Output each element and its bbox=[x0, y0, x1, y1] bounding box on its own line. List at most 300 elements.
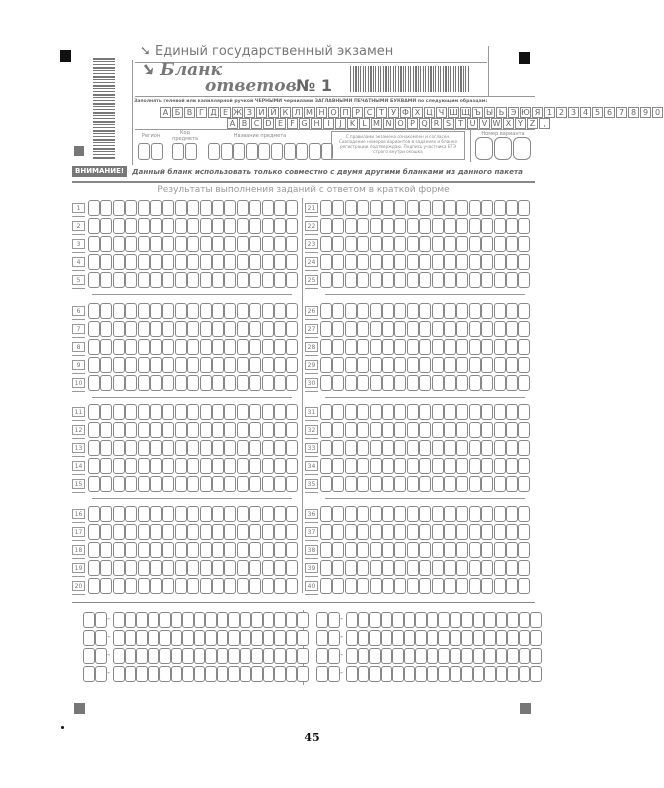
replacement-answer-cell[interactable] bbox=[217, 630, 229, 646]
answer-cell[interactable] bbox=[224, 236, 236, 252]
answer-cell[interactable] bbox=[332, 303, 344, 319]
answer-cell[interactable] bbox=[113, 476, 125, 492]
replacement-answer-cell[interactable] bbox=[194, 630, 206, 646]
answer-cell[interactable] bbox=[262, 375, 274, 391]
answer-cell[interactable] bbox=[320, 236, 332, 252]
answer-cell[interactable] bbox=[125, 404, 137, 420]
answer-cell[interactable] bbox=[212, 254, 224, 270]
answer-cell[interactable] bbox=[187, 375, 199, 391]
answer-cell[interactable] bbox=[200, 422, 212, 438]
replacement-task-cell[interactable] bbox=[316, 648, 328, 664]
answer-cell[interactable] bbox=[274, 506, 286, 522]
answer-cell[interactable] bbox=[432, 476, 444, 492]
answer-cell[interactable] bbox=[382, 357, 394, 373]
answer-cell[interactable] bbox=[100, 236, 112, 252]
answer-cell[interactable] bbox=[200, 272, 212, 288]
replacement-answer-cell[interactable] bbox=[148, 666, 160, 682]
answer-cell[interactable] bbox=[456, 542, 468, 558]
answer-cell[interactable] bbox=[212, 542, 224, 558]
answer-cell[interactable] bbox=[456, 476, 468, 492]
answer-cell[interactable] bbox=[113, 375, 125, 391]
answer-cell[interactable] bbox=[187, 422, 199, 438]
answer-cell[interactable] bbox=[113, 303, 125, 319]
answer-cell[interactable] bbox=[518, 458, 530, 474]
answer-cell[interactable] bbox=[320, 542, 332, 558]
replacement-answer-cell[interactable] bbox=[297, 630, 309, 646]
answer-cell[interactable] bbox=[162, 321, 174, 337]
replacement-answer-cell[interactable] bbox=[148, 612, 160, 628]
answer-cell[interactable] bbox=[506, 272, 518, 288]
answer-cell[interactable] bbox=[200, 560, 212, 576]
answer-cell[interactable] bbox=[432, 375, 444, 391]
answer-cell[interactable] bbox=[200, 476, 212, 492]
answer-cell[interactable] bbox=[419, 440, 431, 456]
answer-cell[interactable] bbox=[286, 303, 298, 319]
answer-cell[interactable] bbox=[212, 524, 224, 540]
answer-cell[interactable] bbox=[113, 440, 125, 456]
answer-cell[interactable] bbox=[113, 560, 125, 576]
answer-cell[interactable] bbox=[200, 303, 212, 319]
answer-cell[interactable] bbox=[224, 506, 236, 522]
answer-cell[interactable] bbox=[212, 303, 224, 319]
replacement-answer-cell[interactable] bbox=[240, 648, 252, 664]
answer-cell[interactable] bbox=[494, 578, 506, 594]
answer-cell[interactable] bbox=[332, 339, 344, 355]
answer-cell[interactable] bbox=[419, 458, 431, 474]
answer-cell[interactable] bbox=[370, 476, 382, 492]
answer-cell[interactable] bbox=[224, 560, 236, 576]
answer-cell[interactable] bbox=[224, 303, 236, 319]
answer-cell[interactable] bbox=[187, 200, 199, 216]
answer-cell[interactable] bbox=[332, 506, 344, 522]
answer-cell[interactable] bbox=[175, 578, 187, 594]
answer-cell[interactable] bbox=[432, 524, 444, 540]
answer-cell[interactable] bbox=[187, 218, 199, 234]
answer-cell[interactable] bbox=[200, 357, 212, 373]
answer-cell[interactable] bbox=[394, 272, 406, 288]
answer-cell[interactable] bbox=[394, 524, 406, 540]
answer-cell[interactable] bbox=[187, 236, 199, 252]
answer-cell[interactable] bbox=[518, 200, 530, 216]
answer-cell[interactable] bbox=[456, 404, 468, 420]
answer-cell[interactable] bbox=[286, 254, 298, 270]
answer-cell[interactable] bbox=[200, 542, 212, 558]
answer-cell[interactable] bbox=[357, 542, 369, 558]
answer-cell[interactable] bbox=[469, 524, 481, 540]
replacement-task-cell[interactable] bbox=[83, 666, 95, 682]
answer-cell[interactable] bbox=[469, 357, 481, 373]
answer-cell[interactable] bbox=[370, 303, 382, 319]
answer-cell[interactable] bbox=[345, 375, 357, 391]
answer-cell[interactable] bbox=[138, 254, 150, 270]
answer-cell[interactable] bbox=[407, 506, 419, 522]
replacement-answer-cell[interactable] bbox=[113, 630, 125, 646]
answer-cell[interactable] bbox=[469, 440, 481, 456]
replacement-answer-cell[interactable] bbox=[530, 666, 542, 682]
answer-cell[interactable] bbox=[506, 236, 518, 252]
answer-cell[interactable] bbox=[506, 218, 518, 234]
answer-cell[interactable] bbox=[345, 218, 357, 234]
answer-cell[interactable] bbox=[162, 458, 174, 474]
replacement-answer-cell[interactable] bbox=[358, 666, 370, 682]
answer-cell[interactable] bbox=[262, 440, 274, 456]
answer-cell[interactable] bbox=[274, 422, 286, 438]
replacement-answer-cell[interactable] bbox=[358, 630, 370, 646]
answer-cell[interactable] bbox=[332, 404, 344, 420]
answer-cell[interactable] bbox=[162, 339, 174, 355]
replacement-answer-cell[interactable] bbox=[125, 648, 137, 664]
answer-cell[interactable] bbox=[150, 254, 162, 270]
answer-cell[interactable] bbox=[237, 218, 249, 234]
answer-cell[interactable] bbox=[518, 218, 530, 234]
answer-cell[interactable] bbox=[224, 458, 236, 474]
answer-cell[interactable] bbox=[175, 542, 187, 558]
answer-cell[interactable] bbox=[357, 236, 369, 252]
answer-cell[interactable] bbox=[456, 272, 468, 288]
answer-cell[interactable] bbox=[200, 254, 212, 270]
answer-cell[interactable] bbox=[274, 375, 286, 391]
answer-cell[interactable] bbox=[138, 578, 150, 594]
answer-cell[interactable] bbox=[345, 422, 357, 438]
answer-cell[interactable] bbox=[125, 578, 137, 594]
answer-cell[interactable] bbox=[175, 339, 187, 355]
answer-cell[interactable] bbox=[200, 524, 212, 540]
answer-cell[interactable] bbox=[345, 236, 357, 252]
answer-cell[interactable] bbox=[481, 404, 493, 420]
answer-cell[interactable] bbox=[224, 254, 236, 270]
answer-cell[interactable] bbox=[274, 476, 286, 492]
answer-cell[interactable] bbox=[444, 236, 456, 252]
replacement-answer-cell[interactable] bbox=[404, 630, 416, 646]
answer-cell[interactable] bbox=[88, 440, 100, 456]
answer-cell[interactable] bbox=[506, 524, 518, 540]
answer-cell[interactable] bbox=[138, 458, 150, 474]
answer-cell[interactable] bbox=[506, 506, 518, 522]
answer-cell[interactable] bbox=[138, 440, 150, 456]
answer-cell[interactable] bbox=[88, 218, 100, 234]
answer-cell[interactable] bbox=[506, 339, 518, 355]
answer-cell[interactable] bbox=[382, 506, 394, 522]
replacement-answer-cell[interactable] bbox=[171, 630, 183, 646]
answer-cell[interactable] bbox=[274, 524, 286, 540]
answer-cell[interactable] bbox=[506, 321, 518, 337]
answer-cell[interactable] bbox=[444, 375, 456, 391]
variant-cell[interactable] bbox=[494, 137, 512, 160]
answer-cell[interactable] bbox=[162, 303, 174, 319]
answer-cell[interactable] bbox=[394, 542, 406, 558]
answer-cell[interactable] bbox=[518, 254, 530, 270]
answer-cell[interactable] bbox=[494, 218, 506, 234]
answer-cell[interactable] bbox=[370, 272, 382, 288]
answer-cell[interactable] bbox=[100, 404, 112, 420]
answer-cell[interactable] bbox=[394, 422, 406, 438]
answer-cell[interactable] bbox=[332, 440, 344, 456]
answer-cell[interactable] bbox=[407, 458, 419, 474]
answer-cell[interactable] bbox=[444, 542, 456, 558]
answer-cell[interactable] bbox=[357, 200, 369, 216]
answer-cell[interactable] bbox=[100, 375, 112, 391]
answer-cell[interactable] bbox=[200, 200, 212, 216]
answer-cell[interactable] bbox=[456, 218, 468, 234]
answer-cell[interactable] bbox=[175, 506, 187, 522]
answer-cell[interactable] bbox=[175, 476, 187, 492]
replacement-answer-cell[interactable] bbox=[484, 630, 496, 646]
answer-cell[interactable] bbox=[481, 542, 493, 558]
replacement-answer-cell[interactable] bbox=[159, 612, 171, 628]
answer-cell[interactable] bbox=[262, 272, 274, 288]
answer-cell[interactable] bbox=[100, 560, 112, 576]
answer-cell[interactable] bbox=[357, 404, 369, 420]
answer-cell[interactable] bbox=[320, 578, 332, 594]
answer-cell[interactable] bbox=[332, 236, 344, 252]
answer-cell[interactable] bbox=[262, 404, 274, 420]
answer-cell[interactable] bbox=[138, 542, 150, 558]
answer-cell[interactable] bbox=[162, 218, 174, 234]
replacement-task-cell[interactable] bbox=[328, 612, 340, 628]
answer-cell[interactable] bbox=[456, 357, 468, 373]
replacement-answer-cell[interactable] bbox=[519, 666, 531, 682]
replacement-answer-cell[interactable] bbox=[171, 612, 183, 628]
replacement-answer-cell[interactable] bbox=[415, 630, 427, 646]
replacement-answer-cell[interactable] bbox=[182, 630, 194, 646]
answer-cell[interactable] bbox=[237, 524, 249, 540]
answer-cell[interactable] bbox=[407, 542, 419, 558]
answer-cell[interactable] bbox=[469, 236, 481, 252]
answer-cell[interactable] bbox=[419, 321, 431, 337]
answer-cell[interactable] bbox=[125, 560, 137, 576]
answer-cell[interactable] bbox=[286, 578, 298, 594]
answer-cell[interactable] bbox=[138, 236, 150, 252]
answer-cell[interactable] bbox=[138, 321, 150, 337]
answer-cell[interactable] bbox=[518, 560, 530, 576]
answer-cell[interactable] bbox=[320, 458, 332, 474]
answer-cell[interactable] bbox=[249, 200, 261, 216]
answer-cell[interactable] bbox=[332, 422, 344, 438]
answer-cell[interactable] bbox=[262, 542, 274, 558]
answer-cell[interactable] bbox=[419, 524, 431, 540]
answer-cell[interactable] bbox=[150, 339, 162, 355]
answer-cell[interactable] bbox=[332, 375, 344, 391]
answer-cell[interactable] bbox=[394, 476, 406, 492]
answer-cell[interactable] bbox=[88, 303, 100, 319]
answer-cell[interactable] bbox=[432, 578, 444, 594]
answer-cell[interactable] bbox=[332, 476, 344, 492]
answer-cell[interactable] bbox=[100, 321, 112, 337]
answer-cell[interactable] bbox=[481, 578, 493, 594]
answer-cell[interactable] bbox=[249, 272, 261, 288]
answer-cell[interactable] bbox=[518, 236, 530, 252]
answer-cell[interactable] bbox=[394, 506, 406, 522]
answer-cell[interactable] bbox=[469, 303, 481, 319]
answer-cell[interactable] bbox=[224, 272, 236, 288]
answer-cell[interactable] bbox=[212, 200, 224, 216]
replacement-answer-cell[interactable] bbox=[217, 648, 229, 664]
answer-cell[interactable] bbox=[506, 357, 518, 373]
answer-cell[interactable] bbox=[370, 236, 382, 252]
answer-cell[interactable] bbox=[518, 524, 530, 540]
answer-cell[interactable] bbox=[162, 375, 174, 391]
answer-cell[interactable] bbox=[419, 303, 431, 319]
answer-cell[interactable] bbox=[150, 218, 162, 234]
answer-cell[interactable] bbox=[262, 524, 274, 540]
answer-cell[interactable] bbox=[370, 321, 382, 337]
answer-cell[interactable] bbox=[370, 458, 382, 474]
answer-cell[interactable] bbox=[481, 422, 493, 438]
answer-cell[interactable] bbox=[224, 524, 236, 540]
answer-cell[interactable] bbox=[138, 524, 150, 540]
answer-cell[interactable] bbox=[332, 321, 344, 337]
answer-cell[interactable] bbox=[286, 542, 298, 558]
answer-cell[interactable] bbox=[357, 476, 369, 492]
answer-cell[interactable] bbox=[407, 404, 419, 420]
answer-cell[interactable] bbox=[320, 422, 332, 438]
answer-cell[interactable] bbox=[370, 440, 382, 456]
answer-cell[interactable] bbox=[357, 375, 369, 391]
answer-cell[interactable] bbox=[88, 236, 100, 252]
answer-cell[interactable] bbox=[100, 476, 112, 492]
replacement-answer-cell[interactable] bbox=[297, 612, 309, 628]
answer-cell[interactable] bbox=[125, 357, 137, 373]
answer-cell[interactable] bbox=[224, 578, 236, 594]
answer-cell[interactable] bbox=[262, 578, 274, 594]
replacement-answer-cell[interactable] bbox=[240, 666, 252, 682]
replacement-answer-cell[interactable] bbox=[450, 630, 462, 646]
answer-cell[interactable] bbox=[150, 440, 162, 456]
answer-cell[interactable] bbox=[444, 339, 456, 355]
answer-cell[interactable] bbox=[150, 236, 162, 252]
answer-cell[interactable] bbox=[481, 236, 493, 252]
answer-cell[interactable] bbox=[345, 440, 357, 456]
answer-cell[interactable] bbox=[382, 236, 394, 252]
replacement-answer-cell[interactable] bbox=[136, 612, 148, 628]
answer-cell[interactable] bbox=[138, 375, 150, 391]
answer-cell[interactable] bbox=[125, 422, 137, 438]
answer-cell[interactable] bbox=[506, 404, 518, 420]
answer-cell[interactable] bbox=[274, 404, 286, 420]
answer-cell[interactable] bbox=[212, 422, 224, 438]
answer-cell[interactable] bbox=[382, 458, 394, 474]
answer-cell[interactable] bbox=[150, 404, 162, 420]
answer-cell[interactable] bbox=[382, 542, 394, 558]
answer-cell[interactable] bbox=[237, 422, 249, 438]
replacement-answer-cell[interactable] bbox=[381, 666, 393, 682]
replacement-answer-cell[interactable] bbox=[263, 648, 275, 664]
answer-cell[interactable] bbox=[469, 218, 481, 234]
replacement-answer-cell[interactable] bbox=[461, 612, 473, 628]
replacement-answer-cell[interactable] bbox=[496, 630, 508, 646]
answer-cell[interactable] bbox=[274, 578, 286, 594]
replacement-answer-cell[interactable] bbox=[297, 666, 309, 682]
replacement-answer-cell[interactable] bbox=[274, 648, 286, 664]
answer-cell[interactable] bbox=[332, 560, 344, 576]
variant-cell[interactable] bbox=[475, 137, 493, 160]
answer-cell[interactable] bbox=[113, 458, 125, 474]
answer-cell[interactable] bbox=[150, 578, 162, 594]
replacement-answer-cell[interactable] bbox=[415, 666, 427, 682]
answer-cell[interactable] bbox=[444, 321, 456, 337]
answer-cell[interactable] bbox=[382, 339, 394, 355]
answer-cell[interactable] bbox=[469, 254, 481, 270]
answer-cell[interactable] bbox=[481, 272, 493, 288]
answer-cell[interactable] bbox=[506, 542, 518, 558]
answer-cell[interactable] bbox=[125, 375, 137, 391]
answer-cell[interactable] bbox=[382, 200, 394, 216]
answer-cell[interactable] bbox=[320, 339, 332, 355]
answer-cell[interactable] bbox=[249, 375, 261, 391]
answer-cell[interactable] bbox=[357, 506, 369, 522]
replacement-answer-cell[interactable] bbox=[205, 630, 217, 646]
answer-cell[interactable] bbox=[370, 339, 382, 355]
answer-cell[interactable] bbox=[175, 321, 187, 337]
answer-cell[interactable] bbox=[419, 578, 431, 594]
answer-cell[interactable] bbox=[419, 200, 431, 216]
answer-cell[interactable] bbox=[518, 404, 530, 420]
answer-cell[interactable] bbox=[469, 578, 481, 594]
answer-cell[interactable] bbox=[113, 236, 125, 252]
answer-cell[interactable] bbox=[249, 440, 261, 456]
replacement-answer-cell[interactable] bbox=[159, 648, 171, 664]
answer-cell[interactable] bbox=[162, 542, 174, 558]
answer-cell[interactable] bbox=[138, 272, 150, 288]
answer-cell[interactable] bbox=[286, 476, 298, 492]
answer-cell[interactable] bbox=[100, 357, 112, 373]
replacement-answer-cell[interactable] bbox=[251, 648, 263, 664]
answer-cell[interactable] bbox=[200, 375, 212, 391]
answer-cell[interactable] bbox=[100, 524, 112, 540]
answer-cell[interactable] bbox=[162, 560, 174, 576]
answer-cell[interactable] bbox=[494, 339, 506, 355]
answer-cell[interactable] bbox=[224, 321, 236, 337]
answer-cell[interactable] bbox=[212, 218, 224, 234]
subject-name-cell[interactable] bbox=[258, 143, 270, 160]
subject-name-cell[interactable] bbox=[246, 143, 258, 160]
answer-cell[interactable] bbox=[150, 542, 162, 558]
answer-cell[interactable] bbox=[444, 303, 456, 319]
answer-cell[interactable] bbox=[357, 357, 369, 373]
answer-cell[interactable] bbox=[212, 321, 224, 337]
replacement-answer-cell[interactable] bbox=[530, 648, 542, 664]
answer-cell[interactable] bbox=[274, 357, 286, 373]
replacement-task-cell[interactable] bbox=[328, 630, 340, 646]
answer-cell[interactable] bbox=[518, 506, 530, 522]
subject-name-cell[interactable] bbox=[296, 143, 308, 160]
answer-cell[interactable] bbox=[286, 339, 298, 355]
answer-cell[interactable] bbox=[150, 458, 162, 474]
answer-cell[interactable] bbox=[237, 254, 249, 270]
answer-cell[interactable] bbox=[175, 422, 187, 438]
answer-cell[interactable] bbox=[224, 404, 236, 420]
answer-cell[interactable] bbox=[224, 440, 236, 456]
answer-cell[interactable] bbox=[125, 218, 137, 234]
answer-cell[interactable] bbox=[113, 339, 125, 355]
answer-cell[interactable] bbox=[187, 339, 199, 355]
replacement-answer-cell[interactable] bbox=[217, 612, 229, 628]
answer-cell[interactable] bbox=[113, 321, 125, 337]
answer-cell[interactable] bbox=[469, 200, 481, 216]
answer-cell[interactable] bbox=[286, 404, 298, 420]
answer-cell[interactable] bbox=[444, 357, 456, 373]
answer-cell[interactable] bbox=[494, 375, 506, 391]
replacement-answer-cell[interactable] bbox=[125, 612, 137, 628]
answer-cell[interactable] bbox=[187, 476, 199, 492]
answer-cell[interactable] bbox=[469, 422, 481, 438]
replacement-answer-cell[interactable] bbox=[171, 648, 183, 664]
replacement-answer-cell[interactable] bbox=[182, 666, 194, 682]
replacement-answer-cell[interactable] bbox=[496, 666, 508, 682]
answer-cell[interactable] bbox=[419, 476, 431, 492]
replacement-answer-cell[interactable] bbox=[228, 612, 240, 628]
answer-cell[interactable] bbox=[113, 404, 125, 420]
